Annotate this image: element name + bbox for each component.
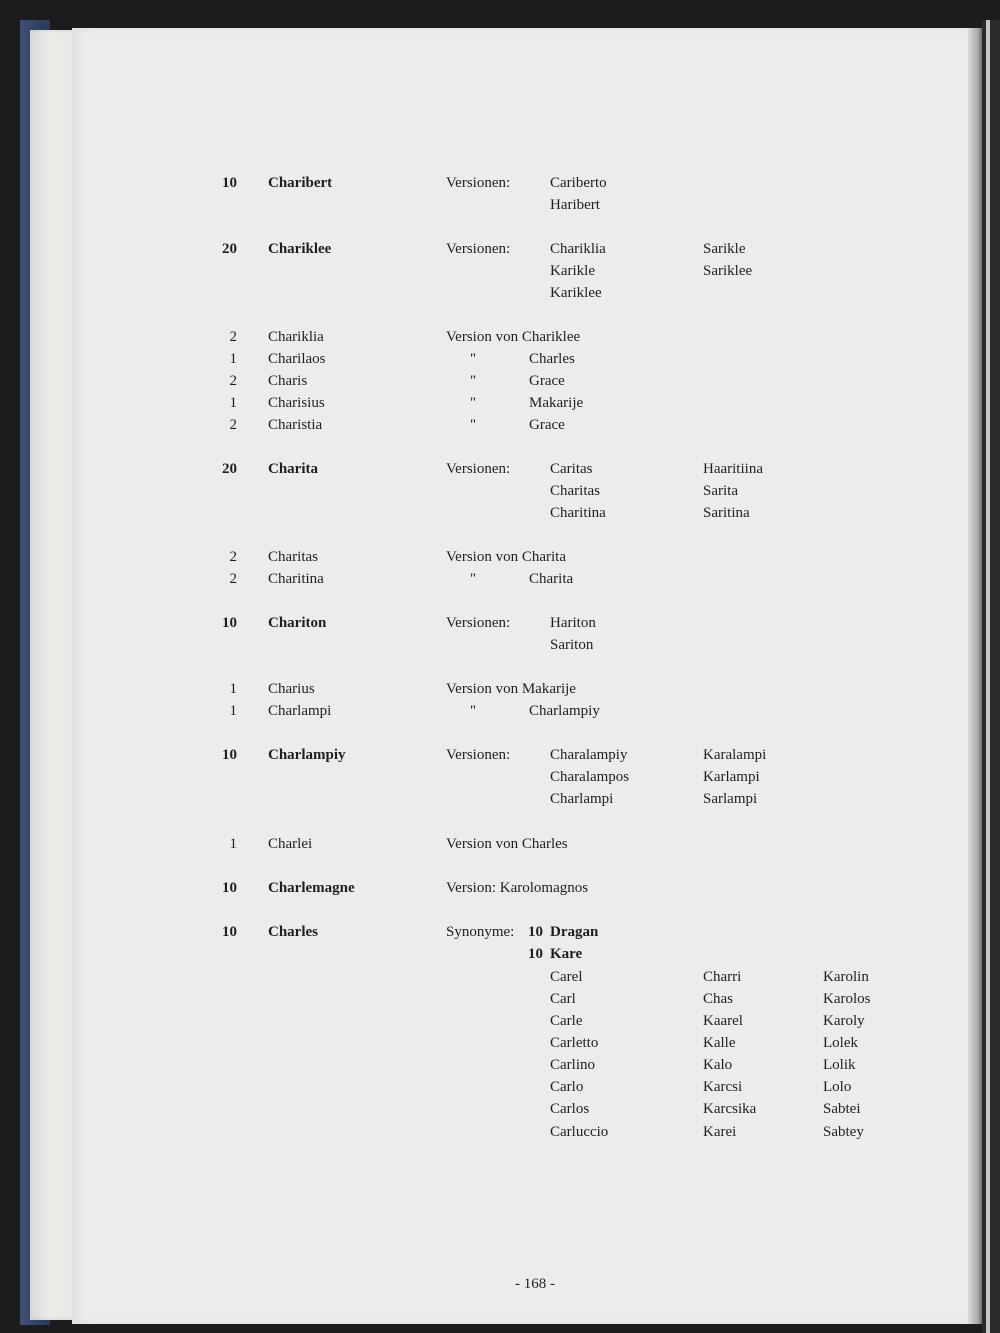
entry-name: Charilaos	[268, 351, 326, 367]
variant-name: Charri	[703, 969, 742, 985]
entry-frequency: 2	[229, 571, 237, 587]
entry-relation: Versionen:	[446, 175, 511, 191]
entry-frequency: 10	[222, 880, 237, 896]
entry-relation: Versionen:	[446, 747, 511, 763]
entry-relation: Synonyme:	[446, 924, 515, 940]
variant-name: Kare	[550, 946, 583, 962]
variant-name: Carl	[550, 991, 576, 1007]
entry-name: Charlampi	[268, 703, 332, 719]
variant-name: Karolos	[823, 991, 871, 1007]
entry-name: Charisius	[268, 395, 325, 411]
entry-name: Charita	[268, 461, 318, 477]
entry-frequency: 2	[229, 329, 237, 345]
entry-name: Chariklee	[268, 241, 332, 257]
variant-name: Karikle	[550, 263, 595, 279]
synonym-frequency: 10	[528, 946, 543, 962]
variant-name: Sarita	[703, 483, 738, 499]
variant-name: Carel	[550, 969, 583, 985]
variant-name: Chas	[703, 991, 733, 1007]
entry-name: Charitina	[268, 571, 324, 587]
entry-frequency: 10	[222, 924, 237, 940]
variant-name: Charitina	[550, 505, 606, 521]
entry-relation: Version von Makarije	[446, 681, 576, 697]
variant-name: Carlos	[550, 1101, 590, 1117]
entry-frequency: 1	[229, 703, 237, 719]
variant-name: Karoly	[823, 1013, 865, 1029]
variant-name: Grace	[529, 373, 565, 389]
variant-name: Lolek	[823, 1035, 858, 1051]
variant-name: Haribert	[550, 197, 600, 213]
entry-relation: Versionen:	[446, 615, 511, 631]
entry-name: Charlei	[268, 836, 313, 852]
entry-name: Charlampiy	[268, 747, 346, 763]
entry-name: Charistia	[268, 417, 323, 433]
variant-name: Grace	[529, 417, 565, 433]
entry-frequency: 10	[222, 747, 237, 763]
variant-name: Sarikle	[703, 241, 746, 257]
variant-name: Saritina	[703, 505, 750, 521]
variant-name: Charalampos	[550, 769, 630, 785]
page-number: - 168 -	[515, 1276, 555, 1292]
entry-relation: "	[470, 373, 477, 389]
entry-relation: "	[470, 703, 477, 719]
entry-name: Charitas	[268, 549, 318, 565]
variant-name: Karolin	[823, 969, 869, 985]
entry-frequency: 2	[229, 417, 237, 433]
entry-name: Chariklia	[268, 329, 324, 345]
entry-relation: Version von Chariklee	[446, 329, 581, 345]
entry-name: Charibert	[268, 175, 333, 191]
variant-name: Karalampi	[703, 747, 767, 763]
entry-relation: "	[470, 351, 477, 367]
synonym-frequency: 10	[528, 924, 543, 940]
variant-name: Sabtei	[823, 1101, 861, 1117]
entry-relation: Version: Karolomagnos	[446, 880, 589, 896]
entry-frequency: 20	[222, 461, 237, 477]
entry-relation: Versionen:	[446, 461, 511, 477]
variant-name: Haaritiina	[703, 461, 763, 477]
entry-relation: Versionen:	[446, 241, 511, 257]
variant-name: Caritas	[550, 461, 593, 477]
variant-name: Lolo	[823, 1079, 852, 1095]
variant-name: Karei	[703, 1124, 737, 1140]
variant-name: Charlampiy	[529, 703, 600, 719]
entry-frequency: 2	[229, 549, 237, 565]
entry-name: Charius	[268, 681, 315, 697]
entry-frequency: 2	[229, 373, 237, 389]
variant-name: Charita	[529, 571, 574, 587]
variant-name: Carletto	[550, 1035, 599, 1051]
variant-name: Sabtey	[823, 1124, 864, 1140]
variant-name: Karlampi	[703, 769, 760, 785]
entry-relation: "	[470, 395, 477, 411]
entry-relation: Version von Charita	[446, 549, 566, 565]
entry-frequency: 1	[229, 836, 237, 852]
variant-name: Cariberto	[550, 175, 607, 191]
entry-frequency: 1	[229, 351, 237, 367]
entry-relation: "	[470, 571, 477, 587]
entry-frequency: 10	[222, 615, 237, 631]
entry-relation: "	[470, 417, 477, 433]
variant-name: Sariton	[550, 637, 594, 653]
variant-name: Charles	[529, 351, 575, 367]
entry-name: Charlemagne	[268, 880, 355, 896]
variant-name: Charitas	[550, 483, 600, 499]
book-cover-right	[982, 20, 1000, 1333]
variant-name: Carluccio	[550, 1124, 609, 1140]
entry-relation: Version von Charles	[446, 836, 568, 852]
variant-name: Sariklee	[703, 263, 753, 279]
variant-name: Lolik	[823, 1057, 856, 1073]
variant-name: Karcsi	[703, 1079, 743, 1095]
variant-name: Hariton	[550, 615, 596, 631]
variant-name: Charlampi	[550, 791, 614, 807]
variant-name: Kalle	[703, 1035, 736, 1051]
variant-name: Carle	[550, 1013, 583, 1029]
entry-frequency: 10	[222, 175, 237, 191]
entry-frequency: 1	[229, 395, 237, 411]
variant-name: Karcsika	[703, 1101, 757, 1117]
variant-name: Carlo	[550, 1079, 584, 1095]
variant-name: Kaarel	[703, 1013, 743, 1029]
entry-name: Charles	[268, 924, 318, 940]
variant-name: Kariklee	[550, 285, 602, 301]
entry-frequency: 20	[222, 241, 237, 257]
variant-name: Charalampiy	[550, 747, 628, 763]
variant-name: Chariklia	[550, 241, 606, 257]
variant-name: Sarlampi	[703, 791, 758, 807]
variant-name: Kalo	[703, 1057, 733, 1073]
page-stack-right	[968, 28, 982, 1324]
entry-frequency: 1	[229, 681, 237, 697]
variant-name: Dragan	[550, 924, 599, 940]
variant-name: Makarije	[529, 395, 584, 411]
entry-name: Charis	[268, 373, 308, 389]
entry-name: Chariton	[268, 615, 327, 631]
variant-name: Carlino	[550, 1057, 595, 1073]
